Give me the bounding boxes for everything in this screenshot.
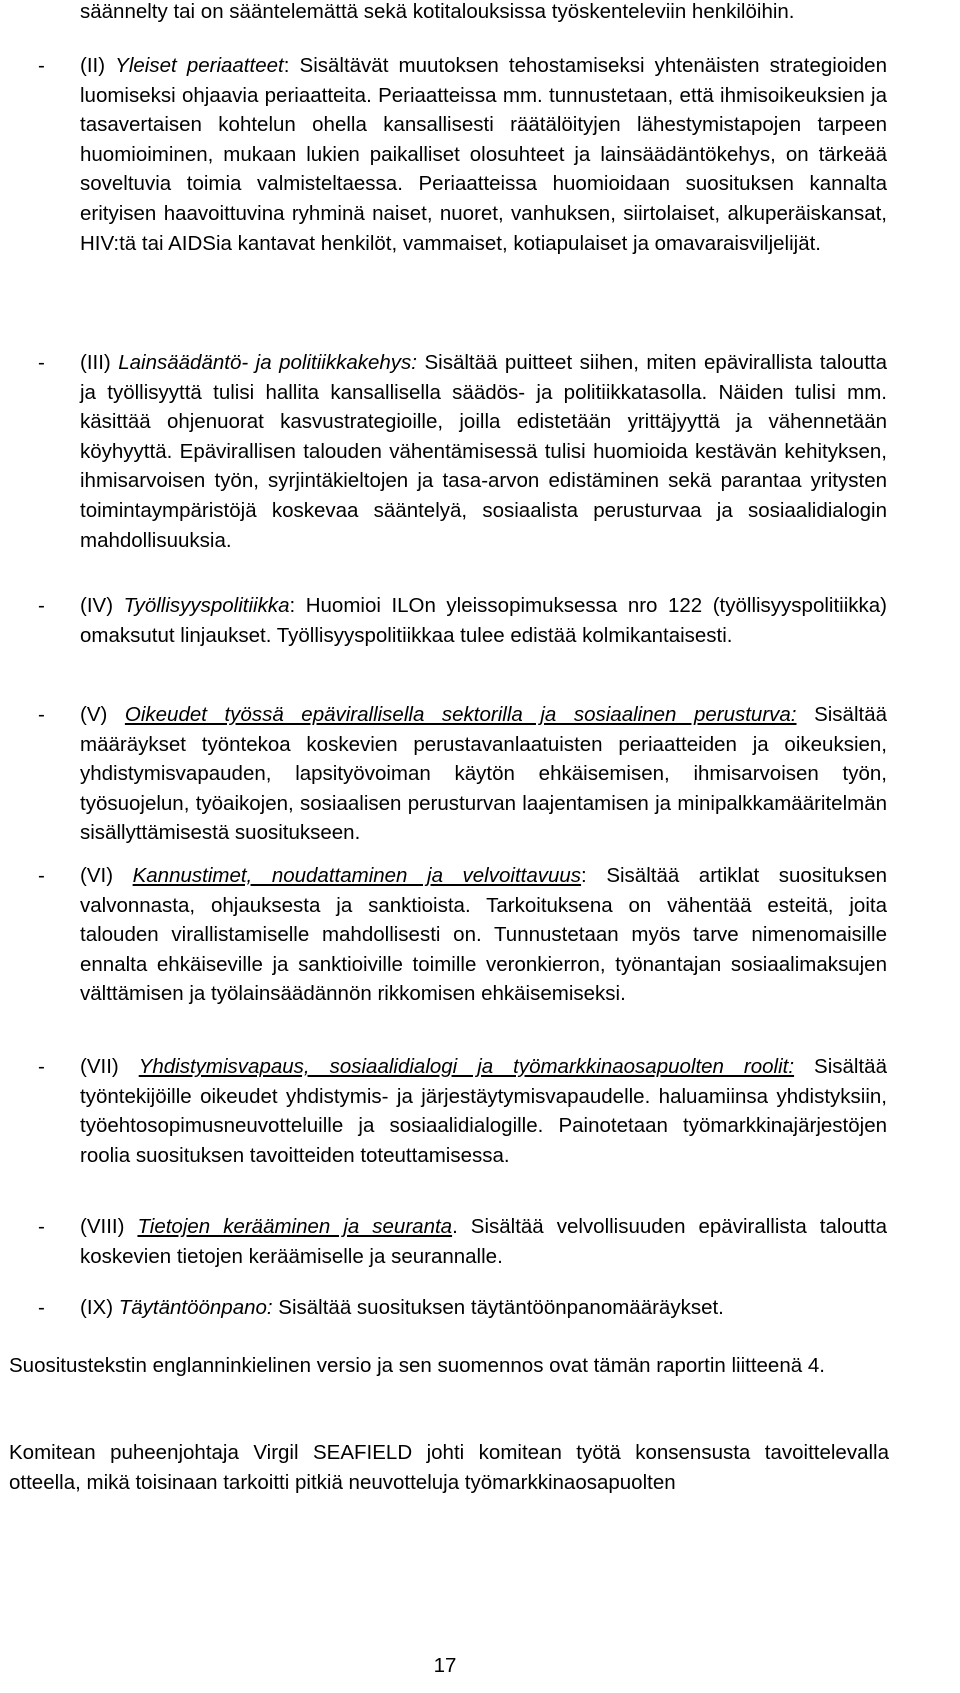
item-separator: : [581,864,587,887]
list-dash: - [38,54,45,77]
item-heading: Yleiset periaatteet [115,54,284,77]
list-dash: - [38,1215,45,1238]
item-body: Sisältää velvollisuuden epävirallista taloutta koskevien tietojen keräämiselle ja seurannalle. [80,1215,887,1268]
item-body: Sisältää määräykset työntekoa koskevien perustavanlaatuisten periaatteiden ja oikeuksien, yhdistymisvapauden, lapsityövoiman käytön ehkäisemisen, ihmisarvoisen työn, työsuojelun, työaikojen, sosiaalisen perusturvan laajentamisen ja minipalkkamääritelmän sisällyttämisestä suositukseen. [80,703,887,845]
list-item-iv [80,591,887,650]
item-separator: . [452,1215,458,1238]
item-body: Sisältävät muutoksen tehostamiseksi yhtenäisten strategioiden luomiseksi ohjaavia periaatteita. Periaatteissa mm. tunnustetaan, että ihmisoikeuksien ja tasavertaisen kohtelun ohella kansallisesti räätälöityjen lähestymistapojen tarpeen huomioiminen, mukaan lukien paikalliset olosuhteet ja lainsäädäntökehys, on tärkeää soveltuvia toimia valmisteltaessa. Periaatteissa huomioidaan suosituksen kannalta erityisen haavoittuvina ryhminä naiset, nuoret, vanhuksen, siirtolaiset, alkuperäiskansat, HIV:tä tai AIDSia kantavat henkilöt, vammaiset, kotiapulaiset ja omavaraisviljelijät. [80,54,887,255]
list-item-ix [80,1293,887,1323]
item-body: Sisältää artiklat suosituksen valvonnasta, ohjauksesta ja sanktioista. Tarkoituksena on vähentää esteitä, joita talouden virallistamiselle mahdollisesti on. Tunnustetaan myös tarve nimenomaisille ennalta ehkäiseville ja sanktioiville toimille veronkierron, työnantajan sosiaalimaksujen välttämisen ja työlainsäädännön rikkomisen ehkäisemiseksi. [80,864,888,1006]
list-item-vii [80,1052,887,1170]
item-heading: Tietojen kerääminen ja seuranta [137,1215,453,1238]
item-body: Sisältää puitteet siihen, miten epävirallista taloutta ja työllisyyttä tulisi hallita kansallisella säädös- ja politiikkatasolla. Näiden tulisi mm. käsittää ohjenuorat kasvustrategioille, joilla edistetään yrittäjyyttä ja vähennetään köyhyyttä. Epävirallisen talouden vähentämisessä tulisi huomioida kestävän kehityksen, ihmisarvoisen työn, syrjintäkieltojen ja tasa-arvon edistäminen sekä parantaa yritysten toimintaympäristöjä koskevaa sääntelyä, sosiaalista perusturvaa ja sosiaalidialogin mahdollisuuksia. [80,351,887,552]
list-item-ii [80,51,887,258]
body-paragraph: Komitean puheenjohtaja Virgil SEAFIELD johti komitean työtä konsensusta tavoittelevalla otteella, mikä toisinaan tarkoitti pitkiä neuvotteluja työmarkkinaosapuolten [9,1441,889,1494]
item-heading: Täytäntöönpano: [118,1296,273,1319]
list-dash: - [38,864,45,887]
list-dash: - [38,594,45,617]
item-number: (III) [80,351,111,374]
item-heading: Oikeudet työssä epävirallisella sektorilla ja sosiaalinen perusturva: [124,703,797,726]
list-item-iii [80,348,887,555]
item-body: Huomioi ILOn yleissopimuksessa nro 122 (työllisyyspolitiikka) omaksutut linjaukset. Työllisyyspolitiikkaa tulee edistää kolmikantaisesti. [80,594,887,647]
list-item-vi [80,861,887,1009]
list-item-viii [80,1212,887,1271]
page-number: 17 [433,1654,457,1677]
list-dash: - [38,1055,45,1078]
item-number: (V) [80,703,108,726]
item-body: Sisältää suosituksen täytäntöönpanomääräykset. [272,1296,724,1319]
item-separator: : [283,54,290,77]
list-dash: - [38,351,45,374]
intro-fragment: säännelty tai on sääntelemättä sekä kotitalouksissa työskenteleviin henkilöihin. [80,0,795,23]
item-number: (VI) [80,864,114,887]
item-body: Sisältää työntekijöille oikeudet yhdistymis- ja järjestäytymisvapaudelle. haluamiinsa yhdistyksiin, työehtosopimusneuvotteluille ja sosiaalidialogille. Painotetaan työmarkkinajärjestöjen roolia suosituksen tavoitteiden toteuttamisessa. [80,1055,887,1167]
item-heading: Yhdistymisvapaus, sosiaalidialogi ja työmarkkinaosapuolten roolit: [138,1055,795,1078]
list-dash: - [38,703,45,726]
body-paragraph: Suositustekstin englanninkielinen versio ja sen suomennos ovat tämän raportin liitteenä 4. [9,1354,825,1377]
item-number: (II) [80,54,106,77]
item-number: (VIII) [80,1215,125,1238]
item-number: (IV) [80,594,114,617]
item-heading: Lainsäädäntö- ja politiikkakehys: [118,351,417,374]
item-separator: : [289,594,296,617]
list-dash: - [38,1296,45,1319]
item-number: (VII) [80,1055,119,1078]
list-item-v [80,700,887,848]
item-number: (IX) [80,1296,114,1319]
item-heading: Kannustimet, noudattaminen ja velvoittavuus [132,864,582,887]
item-heading: Työllisyyspolitiikka [123,594,290,617]
